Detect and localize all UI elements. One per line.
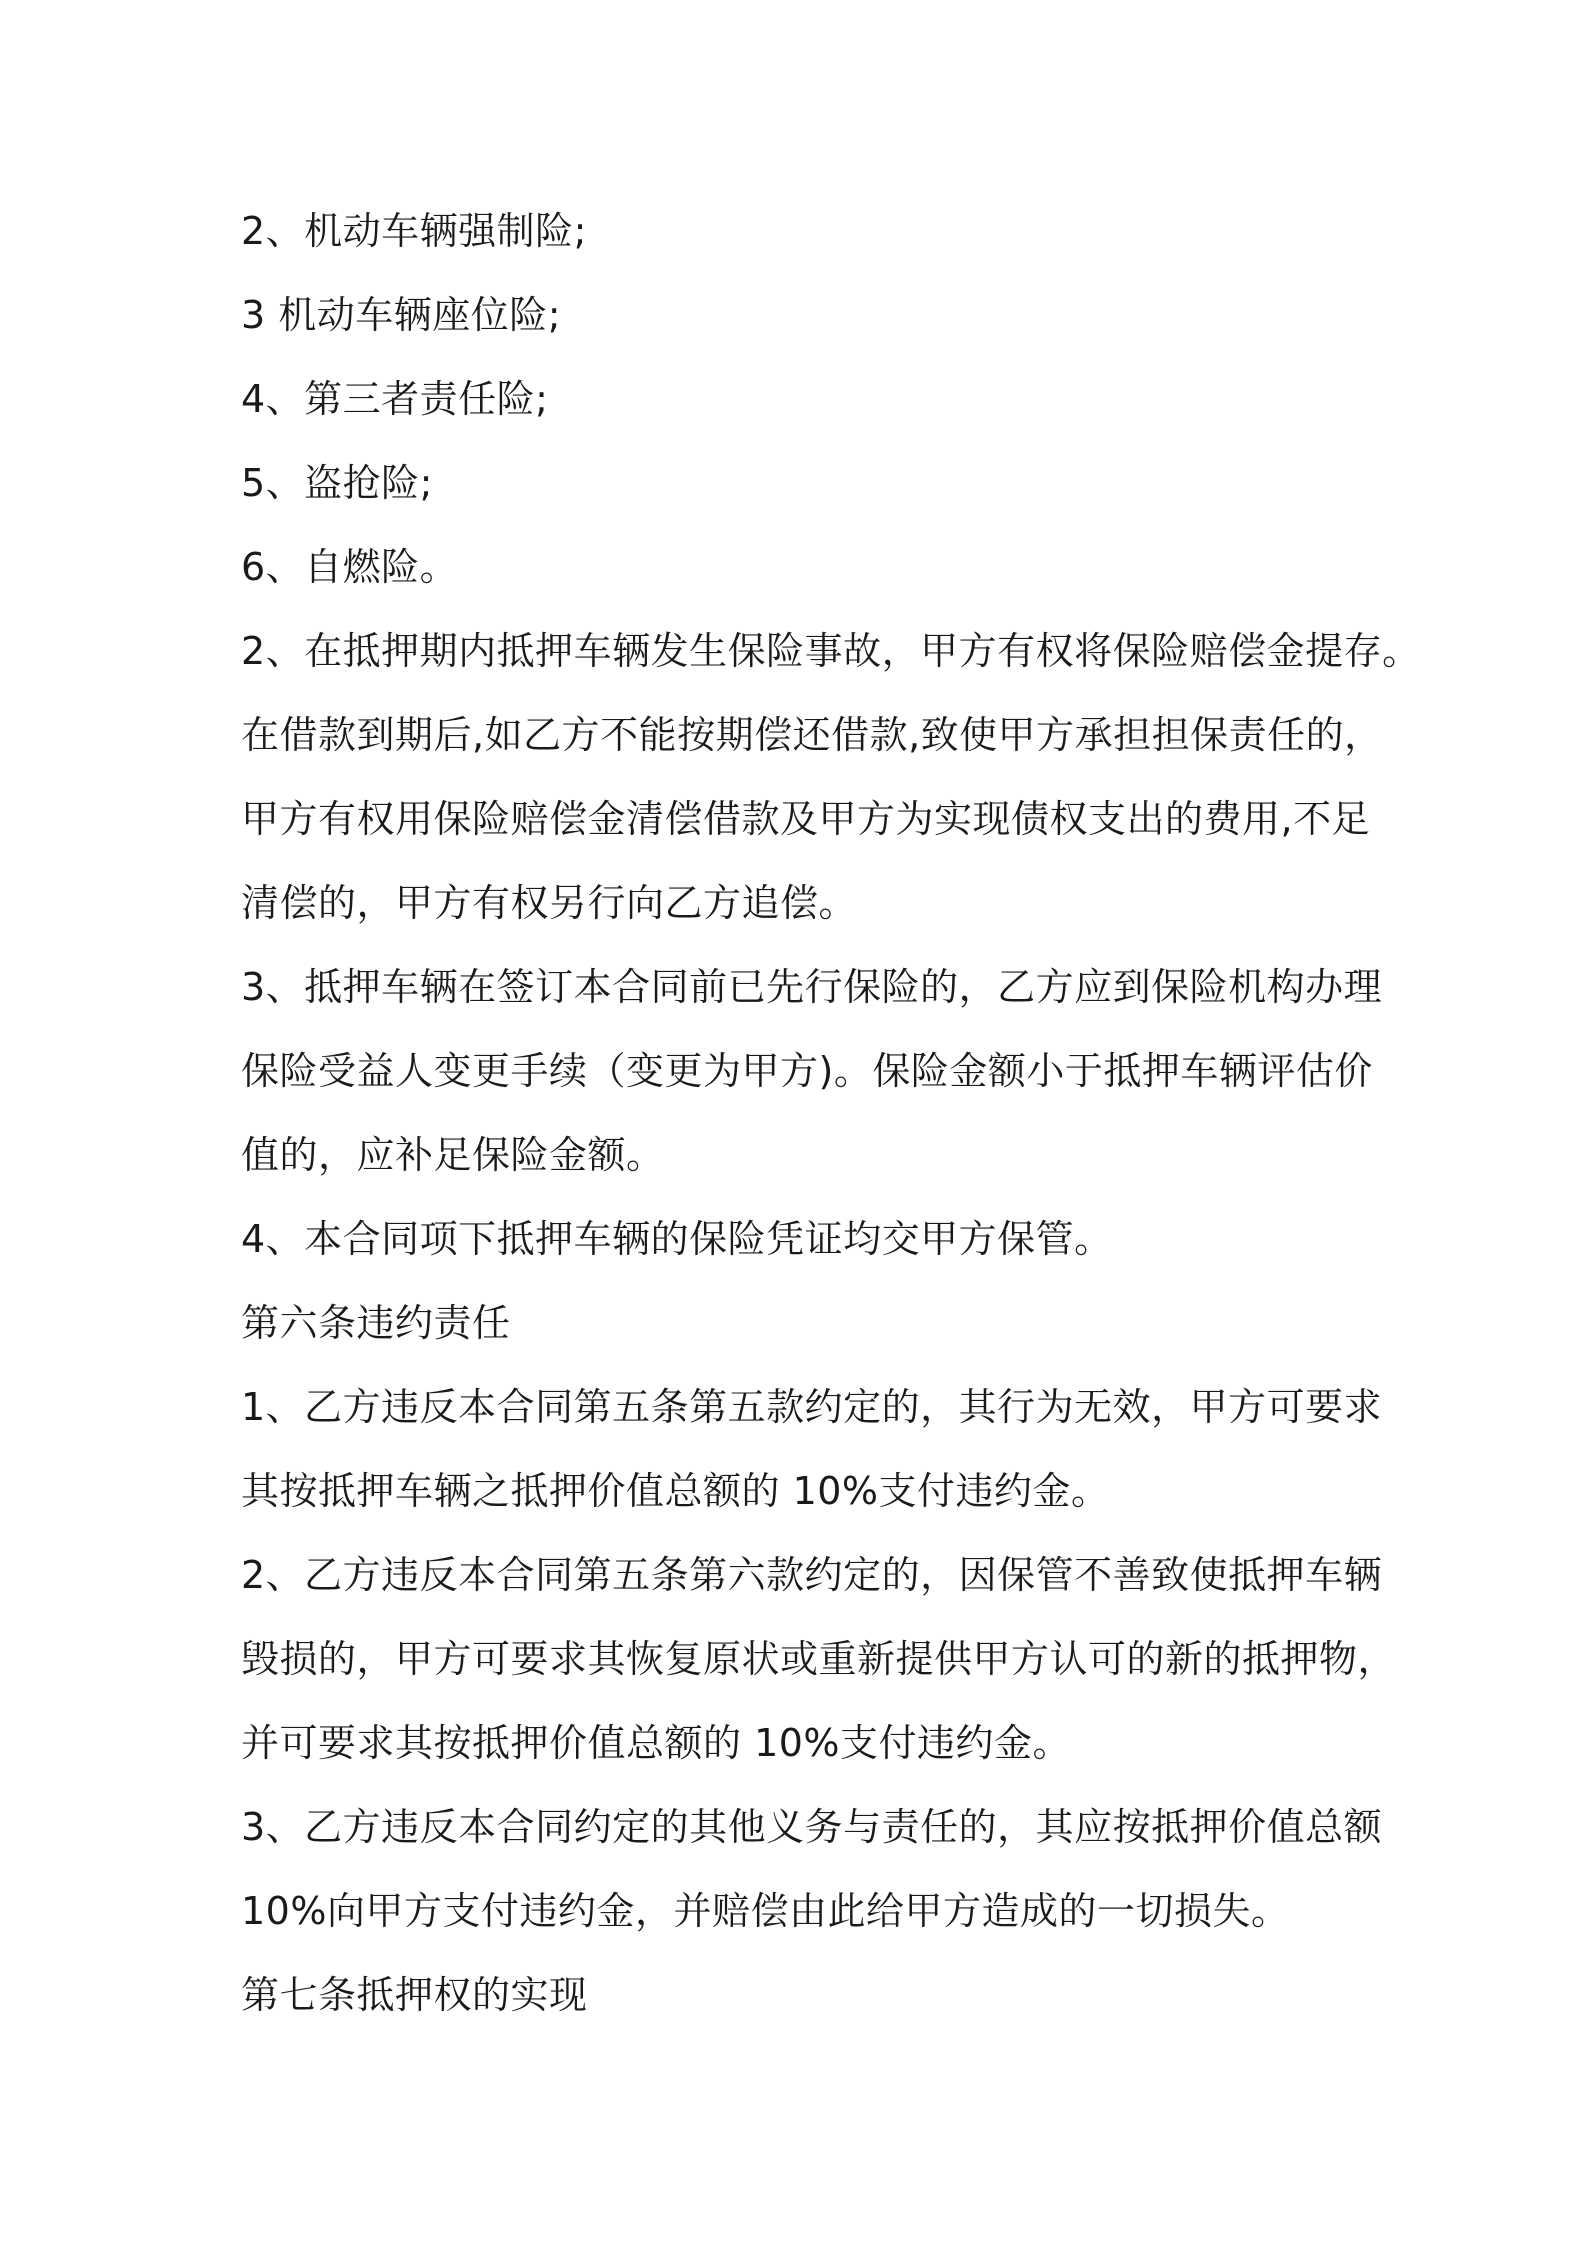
text-line: 清偿的，甲方有权另行向乙方追偿。 [241,881,858,925]
section-heading: 第七条抵押权的实现 [241,1973,588,2017]
text-line: 并可要求其按抵押价值总额的 10%支付违约金。 [241,1721,1072,1765]
text-line: 保险受益人变更手续（变更为甲方)。保险金额小于抵押车辆评估价 [241,1049,1373,1093]
text-line: 3、抵押车辆在签订本合同前已先行保险的，乙方应到保险机构办理 [241,965,1383,1009]
text-line: 5、盗抢险; [241,461,433,505]
text-line: 2、机动车辆强制险; [241,209,587,253]
section-heading: 第六条违约责任 [241,1301,511,1345]
text-line: 在借款到期后,如乙方不能按期偿还借款,致使甲方承担担保责任的， [241,713,1383,757]
text-line: 10%向甲方支付违约金，并赔偿由此给甲方造成的一切损失。 [241,1889,1290,1933]
text-line: 甲方有权用保险赔偿金清偿借款及甲方为实现债权支出的费用,不足 [241,797,1371,841]
text-line: 2、在抵押期内抵押车辆发生保险事故，甲方有权将保险赔偿金提存。 [241,629,1421,673]
text-line: 其按抵押车辆之抵押价值总额的 10%支付违约金。 [241,1469,1110,1513]
text-line: 4、第三者责任险; [241,377,549,421]
text-line: 2、乙方违反本合同第五条第六款约定的，因保管不善致使抵押车辆 [241,1553,1383,1597]
text-line: 毁损的，甲方可要求其恢复原状或重新提供甲方认可的新的抵押物， [241,1637,1397,1681]
text-line: 6、自燃险。 [241,545,459,589]
text-line: 1、乙方违反本合同第五条第五款约定的，其行为无效，甲方可要求 [241,1385,1383,1429]
text-line: 值的，应补足保险金额。 [241,1133,665,1177]
text-line: 4、本合同项下抵押车辆的保险凭证均交甲方保管。 [241,1217,1113,1261]
text-line: 3、乙方违反本合同约定的其他义务与责任的，其应按抵押价值总额 [241,1805,1383,1849]
text-line: 3 机动车辆座位险; [241,293,562,337]
